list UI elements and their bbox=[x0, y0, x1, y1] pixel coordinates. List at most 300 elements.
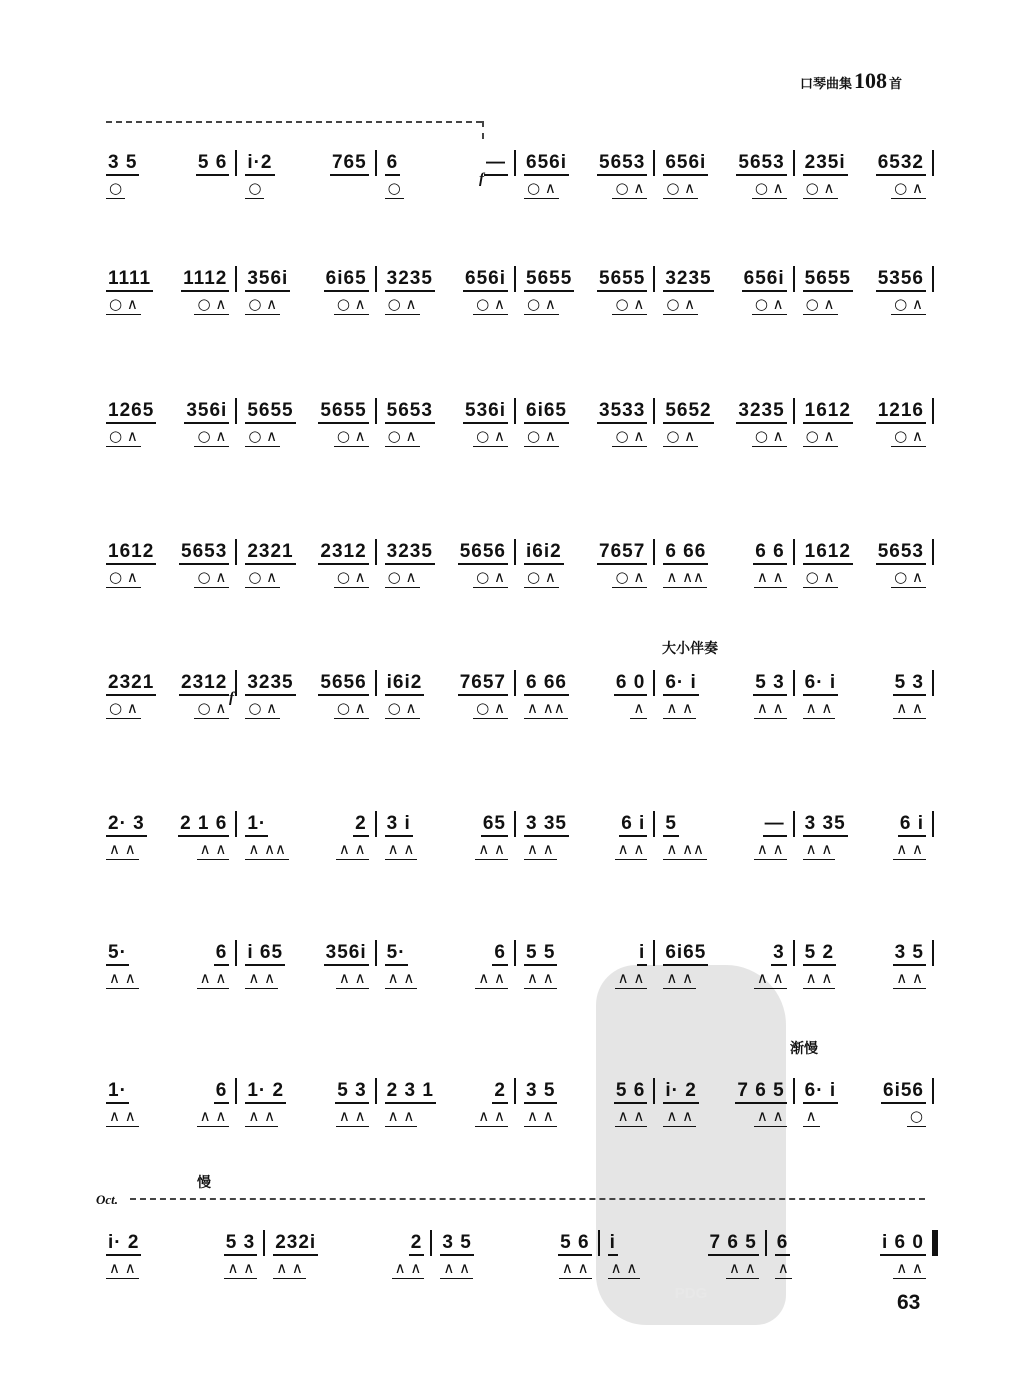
barline bbox=[932, 398, 934, 424]
barline bbox=[514, 398, 516, 424]
breath-marks bbox=[803, 567, 926, 588]
barline bbox=[793, 150, 795, 176]
breath-marks bbox=[524, 839, 647, 860]
breath-marks bbox=[273, 1258, 424, 1279]
barline bbox=[514, 940, 516, 966]
measure-notes bbox=[385, 541, 508, 565]
measure-notes bbox=[663, 672, 786, 696]
note-group: 6i65 bbox=[663, 942, 708, 966]
note-group: 765 bbox=[330, 152, 369, 176]
measure-notes bbox=[245, 400, 368, 424]
barline bbox=[793, 811, 795, 837]
measure-notes bbox=[663, 813, 786, 837]
breath-mark: ∧ ∧ bbox=[475, 1106, 508, 1127]
note-group: 3235 bbox=[385, 268, 435, 292]
final-barline bbox=[932, 1230, 938, 1256]
breath-marks bbox=[524, 426, 647, 447]
measure-notes bbox=[803, 672, 926, 696]
measure-notes bbox=[106, 400, 229, 424]
measure-notes bbox=[106, 152, 229, 176]
note-group: 6 bbox=[214, 942, 230, 966]
breath-marks bbox=[385, 426, 508, 447]
breath-mark: ○ ∧ bbox=[803, 294, 838, 315]
note-group: 5653 bbox=[876, 541, 926, 565]
breath-mark: ∧ bbox=[803, 1106, 820, 1127]
note-group: 3 5 bbox=[893, 942, 926, 966]
breath-marks bbox=[440, 1258, 591, 1279]
score-line bbox=[100, 920, 936, 990]
measure bbox=[663, 920, 786, 987]
breath-marks bbox=[385, 1106, 508, 1127]
measure-notes bbox=[608, 1232, 759, 1256]
breath-marks bbox=[803, 178, 926, 199]
measure bbox=[106, 791, 229, 858]
breath-mark: ∧ ∧ bbox=[385, 839, 418, 860]
barline bbox=[375, 1078, 377, 1104]
breath-marks bbox=[803, 839, 926, 860]
note-group: 5656 bbox=[318, 672, 368, 696]
breath-mark: ∧ ∧ bbox=[803, 698, 836, 719]
measure-notes bbox=[440, 1232, 591, 1256]
note-group: 6 bbox=[385, 152, 401, 176]
breath-mark: ∧ ∧ bbox=[663, 968, 696, 989]
note-group: i6i2 bbox=[385, 672, 425, 696]
measure bbox=[106, 1058, 229, 1125]
breath-marks bbox=[524, 1106, 647, 1127]
breath-mark: ∧ ∧ bbox=[608, 1258, 641, 1279]
note-group: i·2 bbox=[245, 152, 274, 176]
breath-mark: ○ ∧ bbox=[473, 294, 508, 315]
measure-notes bbox=[663, 942, 786, 966]
measure bbox=[803, 791, 926, 858]
measure bbox=[803, 920, 926, 987]
forte-mark-1: f bbox=[479, 171, 484, 187]
breath-mark: ∧ ∧ bbox=[475, 839, 508, 860]
measure bbox=[663, 1058, 786, 1125]
breath-mark: ∧ ∧ bbox=[754, 839, 787, 860]
note-group: 5655 bbox=[245, 400, 295, 424]
measure bbox=[245, 130, 368, 197]
breath-marks bbox=[775, 1258, 926, 1279]
breath-mark: ○ ∧ bbox=[385, 294, 420, 315]
breath-marks bbox=[663, 294, 786, 315]
note-group: 2312 bbox=[179, 672, 229, 696]
barline bbox=[514, 1078, 516, 1104]
note-group: 5655 bbox=[318, 400, 368, 424]
measure bbox=[803, 246, 926, 313]
breath-mark: ○ ∧ bbox=[194, 698, 229, 719]
barline bbox=[375, 539, 377, 565]
measure-notes bbox=[106, 813, 229, 837]
measure-notes bbox=[524, 268, 647, 292]
note-group: 2 bbox=[409, 1232, 425, 1256]
measure-notes bbox=[106, 942, 229, 966]
breath-mark: ∧ ∧ bbox=[893, 698, 926, 719]
measure bbox=[245, 920, 368, 987]
barline bbox=[235, 150, 237, 176]
breath-marks bbox=[385, 567, 508, 588]
barline bbox=[793, 266, 795, 292]
note-group: 1612 bbox=[803, 400, 853, 424]
barline bbox=[263, 1230, 265, 1256]
breath-mark: ∧ ∧ bbox=[893, 968, 926, 989]
note-group: 1· 2 bbox=[245, 1080, 286, 1104]
note-group: 6 bbox=[775, 1232, 791, 1256]
barline bbox=[653, 811, 655, 837]
barline bbox=[514, 539, 516, 565]
note-group: 656i bbox=[663, 152, 708, 176]
breath-mark: ○ ∧ bbox=[612, 178, 647, 199]
breath-mark: ∧ ∧ bbox=[803, 839, 836, 860]
measure bbox=[245, 246, 368, 313]
breath-mark: ∧ ∧ bbox=[754, 567, 787, 588]
octave-label: Oct. bbox=[96, 1192, 119, 1207]
measure bbox=[663, 130, 786, 197]
note-group: 1612 bbox=[106, 541, 156, 565]
note-group: 5652 bbox=[663, 400, 713, 424]
note-group: 232i bbox=[273, 1232, 318, 1256]
score-line bbox=[100, 378, 936, 448]
breath-mark: ∧ ∧ bbox=[893, 1258, 926, 1279]
note-group: 7657 bbox=[597, 541, 647, 565]
breath-mark: ○ ∧ bbox=[385, 698, 420, 719]
breath-marks bbox=[245, 178, 368, 199]
slow-label: 慢 bbox=[197, 1175, 211, 1191]
note-group: 6i65 bbox=[324, 268, 369, 292]
note-group: 6 bbox=[492, 942, 508, 966]
measure-notes bbox=[385, 400, 508, 424]
measure bbox=[245, 650, 368, 717]
breath-marks bbox=[385, 294, 508, 315]
breath-mark: ∧ ∧ bbox=[106, 968, 139, 989]
measure bbox=[608, 1210, 759, 1277]
barline bbox=[793, 398, 795, 424]
measure bbox=[524, 1058, 647, 1125]
breath-mark: ○ ∧ bbox=[803, 567, 838, 588]
measure-notes bbox=[524, 400, 647, 424]
barline bbox=[375, 398, 377, 424]
note-group: 5 2 bbox=[803, 942, 836, 966]
breath-mark: ○ ∧ bbox=[334, 426, 369, 447]
measure bbox=[245, 791, 368, 858]
note-group: 1265 bbox=[106, 400, 156, 424]
measure-notes bbox=[524, 1080, 647, 1104]
measure-notes bbox=[663, 400, 786, 424]
measure bbox=[245, 519, 368, 586]
note-group: 3 5 bbox=[440, 1232, 473, 1256]
breath-marks bbox=[608, 1258, 759, 1279]
note-group: 3235 bbox=[245, 672, 295, 696]
ritardando-label: 渐慢 bbox=[790, 1041, 818, 1057]
note-group: 3235 bbox=[663, 268, 713, 292]
note-group: 536i bbox=[463, 400, 508, 424]
measure bbox=[385, 519, 508, 586]
note-group: 3 bbox=[771, 942, 787, 966]
note-group: 7657 bbox=[458, 672, 508, 696]
breath-mark: ○ ∧ bbox=[891, 567, 926, 588]
breath-mark: ○ ∧ bbox=[334, 698, 369, 719]
breath-mark: ∧ ∧ bbox=[754, 698, 787, 719]
breath-mark: ○ ∧ bbox=[612, 426, 647, 447]
breath-marks bbox=[524, 968, 647, 989]
measure bbox=[440, 1210, 591, 1277]
note-group: i6i2 bbox=[524, 541, 564, 565]
measure bbox=[803, 130, 926, 197]
barline bbox=[932, 266, 934, 292]
breath-mark: ○ ∧ bbox=[473, 567, 508, 588]
note-group: 5· bbox=[385, 942, 408, 966]
measure-notes bbox=[524, 152, 647, 176]
note-group: 5 3 bbox=[224, 1232, 257, 1256]
barline bbox=[932, 940, 934, 966]
barline bbox=[235, 266, 237, 292]
breath-mark: ○ ∧ bbox=[385, 567, 420, 588]
barline bbox=[932, 539, 934, 565]
barline bbox=[653, 1078, 655, 1104]
note-group: 1112 bbox=[181, 268, 229, 292]
measure-notes bbox=[663, 152, 786, 176]
breath-marks bbox=[663, 968, 786, 989]
watermark-text: PDG bbox=[674, 1285, 708, 1302]
note-group: 5656 bbox=[458, 541, 508, 565]
breath-mark: ○ ∧ bbox=[752, 426, 787, 447]
measure bbox=[106, 519, 229, 586]
note-group: — bbox=[484, 152, 508, 176]
barline bbox=[235, 539, 237, 565]
breath-mark: ∧ bbox=[775, 1258, 792, 1279]
breath-mark: ∧ ∧ bbox=[245, 968, 278, 989]
breath-marks bbox=[803, 426, 926, 447]
note-group: 6· i bbox=[803, 672, 838, 696]
note-group: 1216 bbox=[876, 400, 926, 424]
breath-mark: ∧ ∧ bbox=[106, 1106, 139, 1127]
measure bbox=[803, 378, 926, 445]
breath-marks bbox=[385, 968, 508, 989]
note-group: 356i bbox=[184, 400, 229, 424]
measure bbox=[106, 650, 229, 717]
breath-mark: ∧ ∧ bbox=[273, 1258, 306, 1279]
measure bbox=[273, 1210, 424, 1277]
breath-mark: ∧ ∧ bbox=[524, 839, 557, 860]
score-line bbox=[100, 519, 936, 589]
measure bbox=[775, 1210, 926, 1277]
barline bbox=[793, 539, 795, 565]
breath-mark: ∧ ∧ bbox=[754, 968, 787, 989]
breath-marks bbox=[663, 698, 786, 719]
measure bbox=[524, 650, 647, 717]
breath-marks bbox=[663, 567, 786, 588]
breath-mark: ○ ∧ bbox=[612, 294, 647, 315]
breath-marks bbox=[803, 1106, 926, 1127]
measure-notes bbox=[106, 1080, 229, 1104]
breath-mark: ○ ∧ bbox=[663, 178, 698, 199]
breath-mark: ∧ ∧ bbox=[336, 1106, 369, 1127]
note-group: 7 6 5 bbox=[708, 1232, 759, 1256]
note-group: 656i bbox=[524, 152, 569, 176]
measure-notes bbox=[245, 672, 368, 696]
measure-notes bbox=[106, 268, 229, 292]
measure bbox=[524, 246, 647, 313]
breath-mark: ∧ ∧ bbox=[663, 1106, 696, 1127]
accompaniment-label: 大小伴奏 bbox=[662, 641, 718, 657]
note-group: 5 6 bbox=[196, 152, 229, 176]
measure bbox=[663, 246, 786, 313]
octave-dashed-line-bottom bbox=[130, 1198, 925, 1200]
forte-mark-2: f bbox=[229, 690, 234, 706]
note-group: 6i65 bbox=[524, 400, 569, 424]
note-group: 3 5 bbox=[524, 1080, 557, 1104]
measure-notes bbox=[245, 813, 368, 837]
measure bbox=[385, 650, 508, 717]
barline bbox=[653, 670, 655, 696]
note-group: 5 6 bbox=[558, 1232, 591, 1256]
breath-marks bbox=[106, 1258, 257, 1279]
measure bbox=[524, 130, 647, 197]
breath-mark: ∧ ∧ bbox=[803, 968, 836, 989]
note-group: i 6 0 bbox=[880, 1232, 926, 1256]
note-group: 5 5 bbox=[524, 942, 557, 966]
note-group: i 65 bbox=[245, 942, 285, 966]
score-line bbox=[100, 650, 936, 720]
note-group: 3533 bbox=[597, 400, 647, 424]
measure bbox=[663, 378, 786, 445]
breath-mark: ∧ ∧ bbox=[385, 968, 418, 989]
score-line bbox=[100, 1058, 936, 1128]
breath-marks bbox=[524, 178, 647, 199]
header-prefix: 口琴曲集 bbox=[799, 77, 852, 92]
breath-mark: ∧ ∧ bbox=[197, 839, 230, 860]
measure-notes bbox=[524, 672, 647, 696]
barline bbox=[235, 398, 237, 424]
breath-mark: ∧ ∧ bbox=[726, 1258, 759, 1279]
measure-notes bbox=[385, 672, 508, 696]
note-group: 235i bbox=[803, 152, 848, 176]
barline bbox=[765, 1230, 767, 1256]
barline bbox=[793, 940, 795, 966]
measure bbox=[385, 378, 508, 445]
barline bbox=[932, 670, 934, 696]
note-group: 65 bbox=[481, 813, 508, 837]
note-group: i· 2 bbox=[663, 1080, 698, 1104]
breath-mark: ○ ∧ bbox=[473, 698, 508, 719]
measure-notes bbox=[803, 268, 926, 292]
barline bbox=[793, 670, 795, 696]
measure-notes bbox=[385, 152, 508, 176]
note-group: 6 66 bbox=[663, 541, 708, 565]
measure-notes bbox=[245, 541, 368, 565]
measure-notes bbox=[775, 1232, 926, 1256]
breath-mark: ∧ ∧ bbox=[524, 968, 557, 989]
breath-mark: ○ bbox=[106, 178, 125, 199]
note-group: 6 0 bbox=[614, 672, 647, 696]
measure-notes bbox=[803, 1080, 926, 1104]
measure-notes bbox=[524, 942, 647, 966]
breath-mark: ∧ ∧ bbox=[754, 1106, 787, 1127]
breath-marks bbox=[106, 426, 229, 447]
measure-notes bbox=[245, 1080, 368, 1104]
barline bbox=[514, 266, 516, 292]
measure-notes bbox=[273, 1232, 424, 1256]
measure bbox=[106, 378, 229, 445]
barline bbox=[932, 150, 934, 176]
breath-marks bbox=[803, 698, 926, 719]
note-group: 1111 bbox=[106, 268, 153, 292]
breath-mark: ∧ ∧ bbox=[197, 1106, 230, 1127]
breath-mark: ○ ∧ bbox=[194, 567, 229, 588]
breath-marks bbox=[803, 294, 926, 315]
barline bbox=[653, 266, 655, 292]
breath-marks bbox=[245, 1106, 368, 1127]
breath-mark: ○ ∧ bbox=[194, 426, 229, 447]
breath-mark: ○ bbox=[907, 1106, 926, 1127]
breath-marks bbox=[245, 839, 368, 860]
breath-mark: ○ ∧ bbox=[803, 178, 838, 199]
measure-notes bbox=[106, 1232, 257, 1256]
measure bbox=[385, 130, 508, 197]
breath-marks bbox=[245, 426, 368, 447]
breath-mark: ○ ∧ bbox=[803, 426, 838, 447]
measure bbox=[385, 791, 508, 858]
note-group: 5356 bbox=[876, 268, 926, 292]
measure bbox=[245, 1058, 368, 1125]
score-line bbox=[100, 130, 936, 200]
measure bbox=[524, 378, 647, 445]
breath-mark: ∧ ∧ bbox=[440, 1258, 473, 1279]
note-group: 3 35 bbox=[524, 813, 569, 837]
note-group: 2· 3 bbox=[106, 813, 147, 837]
measure-notes bbox=[803, 400, 926, 424]
note-group: 2 3 1 bbox=[385, 1080, 436, 1104]
measure bbox=[106, 920, 229, 987]
note-group: i bbox=[637, 942, 647, 966]
note-group: 6· i bbox=[803, 1080, 838, 1104]
breath-mark: ○ ∧ bbox=[106, 567, 141, 588]
measure-notes bbox=[106, 672, 229, 696]
note-group: i· 2 bbox=[106, 1232, 141, 1256]
breath-mark: ○ ∧ bbox=[473, 426, 508, 447]
note-group: — bbox=[763, 813, 787, 837]
breath-mark: ∧ ∧∧ bbox=[245, 839, 289, 860]
breath-marks bbox=[106, 294, 229, 315]
breath-mark: ∧ ∧ bbox=[197, 968, 230, 989]
measure bbox=[803, 1058, 926, 1125]
breath-mark: ∧ ∧∧ bbox=[663, 839, 707, 860]
breath-marks bbox=[385, 178, 508, 199]
breath-marks bbox=[663, 178, 786, 199]
breath-mark: ∧ ∧ bbox=[336, 968, 369, 989]
breath-mark: ○ bbox=[245, 178, 264, 199]
breath-mark: ∧ ∧ bbox=[224, 1258, 257, 1279]
note-group: 1612 bbox=[803, 541, 853, 565]
breath-marks bbox=[524, 294, 647, 315]
measure bbox=[524, 519, 647, 586]
note-group: 2321 bbox=[245, 541, 295, 565]
breath-mark: ∧ ∧ bbox=[336, 839, 369, 860]
measure bbox=[524, 791, 647, 858]
breath-mark: ○ ∧ bbox=[524, 567, 559, 588]
note-group: 6· i bbox=[663, 672, 698, 696]
breath-mark: ∧ ∧ bbox=[615, 839, 648, 860]
note-group: 5 6 bbox=[614, 1080, 647, 1104]
measure-notes bbox=[663, 1080, 786, 1104]
score-line bbox=[100, 1210, 936, 1280]
barline bbox=[235, 1078, 237, 1104]
note-group: 5653 bbox=[179, 541, 229, 565]
breath-mark: ○ ∧ bbox=[194, 294, 229, 315]
measure-notes bbox=[245, 152, 368, 176]
breath-mark: ∧ ∧ bbox=[559, 1258, 592, 1279]
barline bbox=[932, 1078, 934, 1104]
